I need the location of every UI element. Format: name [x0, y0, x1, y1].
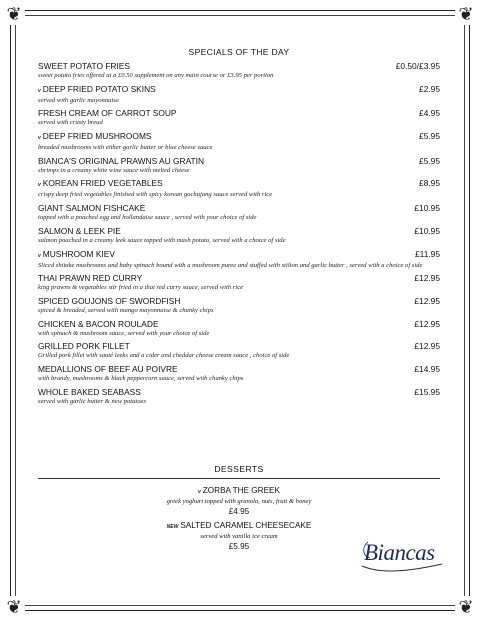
bianca-logo — [358, 536, 446, 576]
menu-item-price: £2.95 — [419, 83, 440, 94]
menu-item-price: £5.95 — [419, 155, 440, 166]
menu-item-header — [38, 156, 440, 166]
menu-item-description: shrimps in a creamy white wine sauce with melted cheese — [38, 166, 190, 174]
menu-item-price: £12.95 — [414, 318, 440, 329]
menu-item — [38, 178, 440, 200]
menu-item-description: served with garlic mayonnaise — [38, 96, 119, 104]
menu-item-price: £12.95 — [414, 341, 440, 352]
menu-item-header — [38, 319, 440, 329]
menu-item-header — [38, 296, 440, 306]
menu-item-description: with brandy, mushrooms & black peppercorn sauce, served with chunky chips — [38, 374, 244, 382]
menu-item-price: £10.95 — [414, 225, 440, 236]
menu-item — [38, 84, 440, 106]
menu-item-description: with spinach & mushroom sauce, served with your choice of side — [38, 329, 210, 337]
menu-item-header — [38, 178, 440, 190]
menu-item-description: king prawns & vegetables stir fried in a thai red curry sauce, served with rice — [38, 284, 244, 292]
specials-title: SPECIALS OF THE DAY — [188, 47, 290, 57]
menu-item-name: GRILLED PORK FILLET — [38, 341, 130, 352]
menu-item-header — [38, 131, 440, 143]
vegetarian-icon: v — [38, 135, 41, 142]
menu-item-name: SALMON & LEEK PIE — [38, 225, 121, 236]
menu-item — [38, 387, 440, 407]
menu-item-name: BIANCA'S ORIGINAL PRAWNS AU GRATIN — [38, 155, 205, 166]
menu-item — [38, 273, 440, 293]
menu-item-name-wrap — [38, 249, 115, 261]
menu-item-price: £11.95 — [415, 248, 440, 259]
menu-item-name-wrap — [38, 178, 163, 190]
menu-item — [38, 249, 440, 271]
dessert-name: ZORBA THE GREEK — [202, 486, 280, 495]
divider — [38, 478, 440, 479]
logo-wordmark: Biancas — [364, 540, 435, 565]
menu-item-description: topped with a poached egg and hollandaise sauce , served with your choice of side — [38, 214, 257, 222]
menu-item-name: SPICED GOUJONS OF SWORDFISH — [38, 295, 181, 306]
menu-item-description: crispy deep fried vegetables finished with spicy korean gochujang sauce served with rice — [38, 191, 273, 199]
menu-item-name: WHOLE BAKED SEABASS — [38, 386, 141, 397]
dessert-description: greek yoghurt topped with granola, nuts, fruit & honey — [166, 498, 312, 505]
menu-item-name: KOREAN FRIED VEGETABLES — [42, 178, 163, 189]
menu-item-name-wrap — [38, 319, 159, 329]
menu-item-header — [38, 203, 440, 213]
desserts-title: DESSERTS — [214, 464, 264, 474]
menu-item-price: £12.95 — [414, 273, 440, 284]
menu-item-name: THAI PRAWN RED CURRY — [38, 273, 143, 284]
menu-item-header — [38, 341, 440, 351]
dessert-item — [38, 486, 440, 517]
menu-item-price: £0.50/£3.95 — [395, 61, 440, 71]
vegetarian-icon: v — [38, 87, 41, 94]
menu-item — [38, 341, 440, 361]
menu-item-header — [38, 273, 440, 283]
menu-item-name-wrap — [38, 273, 142, 283]
menu-item-name: CHICKEN & BACON ROULADE — [38, 318, 159, 329]
dessert-name: SALTED CARAMEL CHEESECAKE — [180, 521, 312, 530]
specials-list — [38, 61, 440, 406]
menu-item-name-wrap — [38, 108, 177, 118]
menu-item-name-wrap — [38, 84, 156, 96]
menu-item-description: Sliced shitake mushrooms and baby spinach bound with a mushroom puree and stuffed with stilton and garlic butter , served with a choice of side — [38, 261, 423, 269]
dessert-price: £5.95 — [228, 542, 250, 551]
menu-item-name: DEEP FRIED MUSHROOMS — [42, 131, 152, 142]
menu-item-header — [38, 61, 440, 71]
menu-item — [38, 364, 440, 384]
menu-item-description: spiced & breaded, served with mango mayonnaise & chunky chips — [38, 306, 214, 314]
dessert-description: served with vanilla ice cream — [200, 533, 278, 540]
vegetarian-icon: v — [38, 252, 41, 259]
menu-item — [38, 108, 440, 128]
menu-item-name-wrap — [38, 131, 152, 143]
menu-item-name-wrap — [38, 387, 141, 397]
menu-item-name: MEDALLIONS OF BEEF AU POIVRE — [38, 363, 178, 374]
ornament-icon: ❦ — [455, 596, 477, 618]
menu-item-price: £14.95 — [414, 363, 440, 374]
menu-item-price: £4.95 — [419, 108, 440, 119]
menu-item-name: MUSHROOM KIEV — [42, 248, 115, 259]
menu-item-name: GIANT SALMON FISHCAKE — [38, 203, 146, 214]
menu-item-header — [38, 249, 440, 261]
menu-item-description: sweet potato fries offered at a £0.50 supplement on any main course or £3.95 per portion — [38, 72, 274, 79]
menu-item-price: £15.95 — [414, 386, 440, 397]
menu-item-header — [38, 108, 440, 118]
menu-item-header — [38, 226, 440, 236]
specials-section — [38, 47, 440, 409]
menu-item — [38, 296, 440, 316]
menu-item-name-wrap — [38, 156, 204, 166]
menu-item — [38, 131, 440, 153]
menu-item — [38, 156, 440, 176]
vegetarian-icon: v — [38, 182, 41, 189]
menu-item — [38, 61, 440, 81]
menu-item-price: £12.95 — [414, 295, 440, 306]
menu-item-description: served with crusty bread — [38, 119, 103, 127]
menu-item-price: £10.95 — [414, 203, 440, 214]
menu-item-name: DEEP FRIED POTATO SKINS — [42, 83, 156, 94]
menu-item-description: breaded mushrooms with either garlic butter or blue cheese sauce — [38, 144, 213, 152]
menu-item — [38, 319, 440, 339]
dessert-name-row — [38, 486, 440, 497]
ornament-icon: ❦ — [3, 3, 25, 25]
menu-item-name-wrap — [38, 203, 145, 213]
menu-item-price: £5.95 — [419, 131, 440, 142]
menu-item-name: SWEET POTATO FRIES — [38, 61, 130, 71]
menu-item-name: FRESH CREAM OF CARROT SOUP — [38, 108, 177, 119]
ornament-icon: ❦ — [455, 3, 477, 25]
menu-item-name-wrap — [38, 296, 180, 306]
dessert-name-row — [38, 521, 440, 532]
menu-item-name-wrap — [38, 226, 121, 236]
menu-item-header — [38, 387, 440, 397]
vegetarian-icon: v — [198, 489, 201, 495]
menu-item-name-wrap — [38, 61, 130, 71]
dessert-price: £4.95 — [228, 507, 250, 516]
menu-item-name-wrap — [38, 341, 130, 351]
menu-item-header — [38, 84, 440, 96]
menu-item-header — [38, 364, 440, 374]
ornament-icon: ❦ — [3, 596, 25, 618]
menu-item-price: £8.95 — [419, 178, 440, 189]
new-badge-icon: NEW — [166, 524, 179, 530]
menu-item-description: served with garlic butter & new potatoes — [38, 397, 147, 405]
menu-item-description: salmon poached in a creamy leek sauce topped with mash potato, served with a choice of side — [38, 236, 286, 244]
menu-item-name-wrap — [38, 364, 178, 374]
menu-item-description: Grilled pork fillet with sauté leeks and a cider and cheddar cheese cream sauce , choice of side — [38, 352, 290, 360]
menu-item — [38, 226, 440, 246]
menu-item — [38, 203, 440, 223]
